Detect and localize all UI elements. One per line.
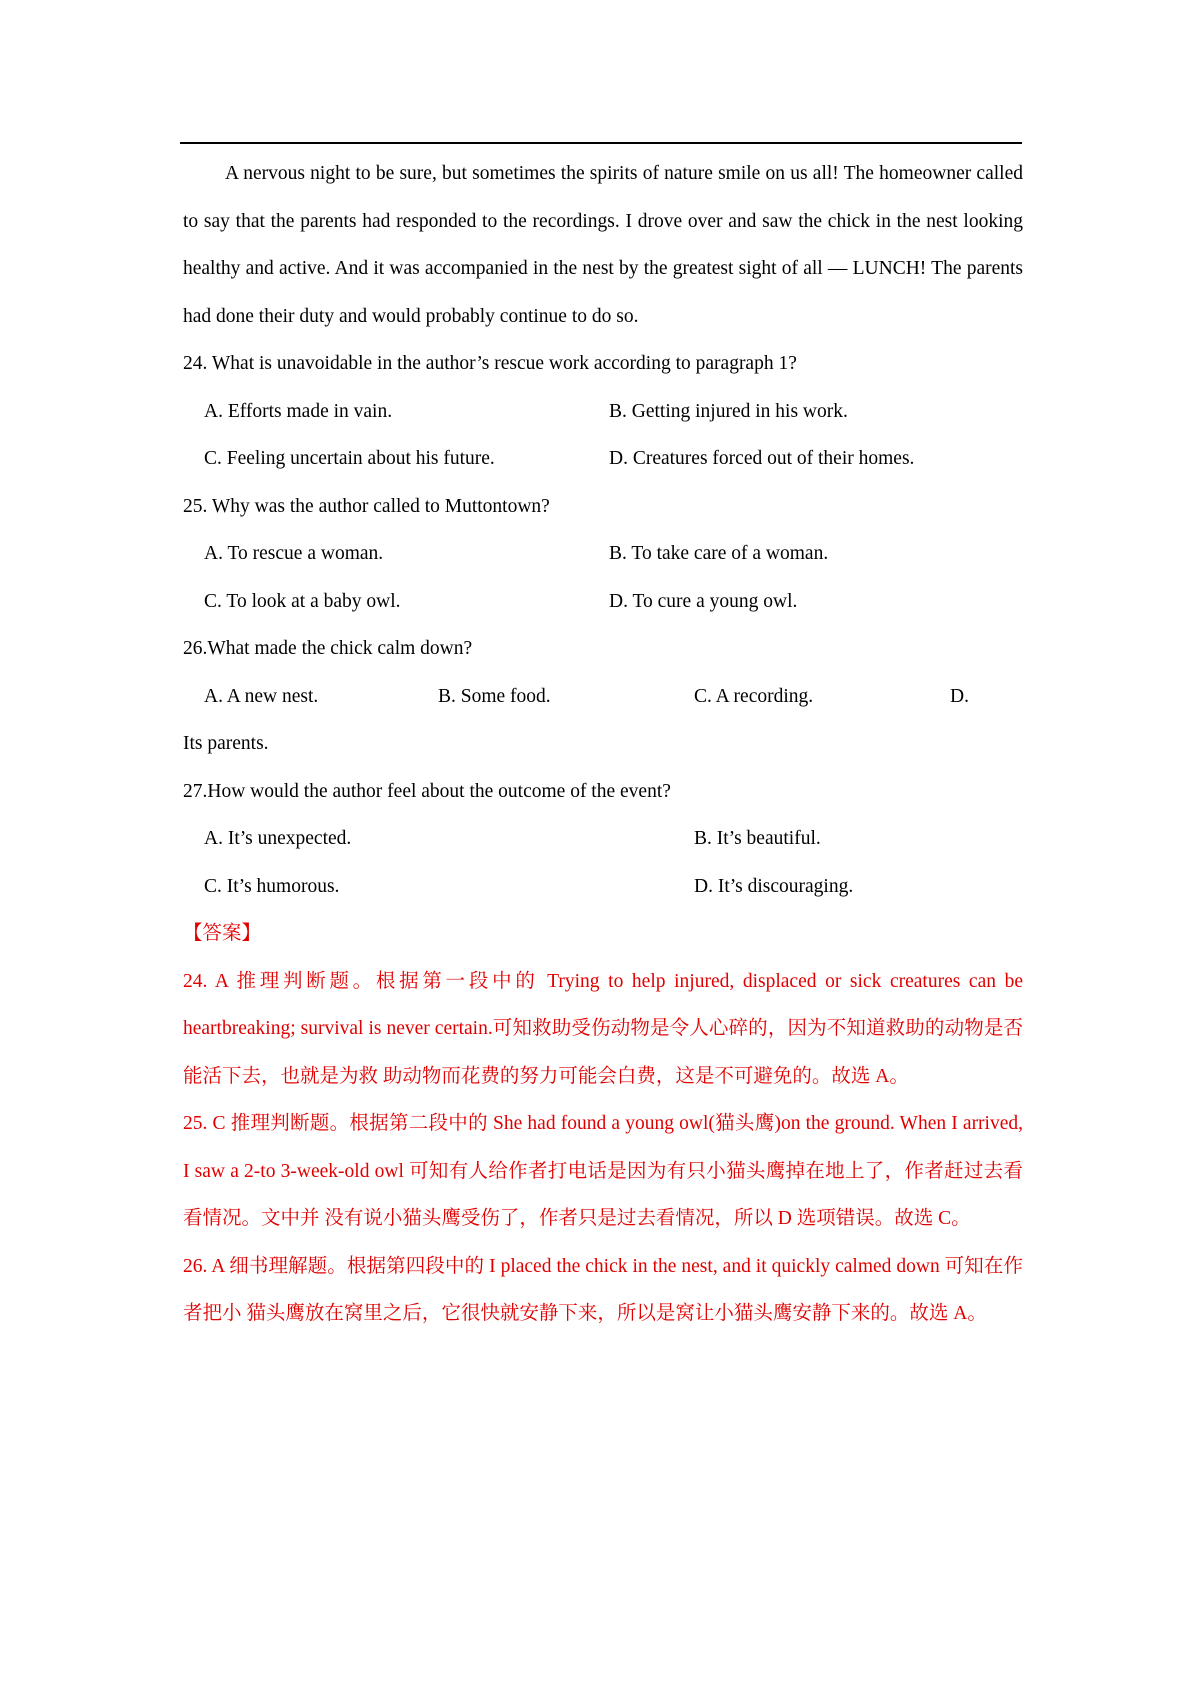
question-25-row-1: [183, 530, 1023, 578]
q25-option-d: D. To cure a young owl.: [609, 590, 798, 612]
answer-24: 24. A 推理判断题。根据第一段中的 Trying to help injured, displaced or sick creatures can be heartbreaking; survival is never certain.可知救助受伤动物是令人心碎的，因为不知道救助的动物是否能活下去，也就是为救 助动物而花费的努力可能会白费，这是不可避免的。故选 A。: [183, 970, 1023, 1087]
q25-option-b: B. To take care of a woman.: [609, 543, 829, 564]
q25-option-c: C. To look at a baby owl.: [204, 590, 401, 612]
page-content: [183, 150, 1023, 1338]
answer-26: 26. A 细书理解题。根据第四段中的 I placed the chick in the nest, and it quickly calmed down 可知在作者把小 猫头鹰放在窝里之后，它很快就安静下来，所以是窝让小猫头鹰安静下来的。故选 A。: [183, 1255, 1023, 1324]
question-25-stem: 25. Why was the author called to Muttontown?: [183, 495, 550, 517]
answer-header: 【答案】: [183, 923, 262, 944]
question-27-stem: 27.How would the author feel about the outcome of the event?: [183, 780, 671, 802]
question-27-row-1: [183, 815, 1023, 863]
q27-option-c: C. It’s humorous.: [204, 875, 340, 897]
q24-option-a: A. Efforts made in vain.: [204, 400, 393, 422]
q26-option-c: C. A recording.: [694, 685, 814, 707]
q26-option-d-label: D.: [950, 685, 969, 707]
header-rule: [180, 142, 1022, 144]
q24-option-c: C. Feeling uncertain about his future.: [204, 448, 495, 469]
q27-option-a: A. It’s unexpected.: [204, 828, 352, 849]
q24-option-d: D. Creatures forced out of their homes.: [609, 448, 915, 469]
question-27-row-2: [183, 863, 1023, 911]
q26-option-a: A. A new nest.: [204, 685, 319, 707]
q27-option-d: D. It’s discouraging.: [694, 875, 854, 897]
question-24-row-1: [183, 388, 1023, 436]
question-26-row-2: [183, 720, 1023, 768]
question-25-row-2: [183, 578, 1023, 626]
q27-option-b: B. It’s beautiful.: [694, 828, 821, 849]
question-26-stem: 26.What made the chick calm down?: [183, 638, 473, 659]
q24-option-b: B. Getting injured in his work.: [609, 400, 848, 422]
q26-option-b: B. Some food.: [438, 685, 551, 707]
question-24-row-2: [183, 435, 1023, 483]
q26-option-d-text: Its parents.: [183, 733, 269, 754]
q25-option-a: A. To rescue a woman.: [204, 543, 384, 564]
question-24-stem: 24. What is unavoidable in the author’s rescue work according to paragraph 1?: [183, 353, 797, 374]
passage-paragraph: A nervous night to be sure, but sometimes the spirits of nature smile on us all! The homeowner called to say that the parents had responded to the recordings. I drove over and saw the chick in the nest looking healthy and active. And it was accompanied in the nest by the greatest sight of all — LUNCH! The parents had done their duty and would probably continue to do so.: [183, 163, 1023, 327]
answer-25: 25. C 推理判断题。根据第二段中的 She had found a young owl(猫头鹰)on the ground. When I arrived, I saw a 2-to 3-week-old owl 可知有人给作者打电话是因为有只小猫头鹰掉在地上了，作者赶过去看看情况。文中并 没有说小猫头鹰受伤了，作者只是过去看情况，所以 D 选项错误。故选 C。: [183, 1113, 1023, 1229]
question-26-row-1: [183, 673, 1023, 721]
